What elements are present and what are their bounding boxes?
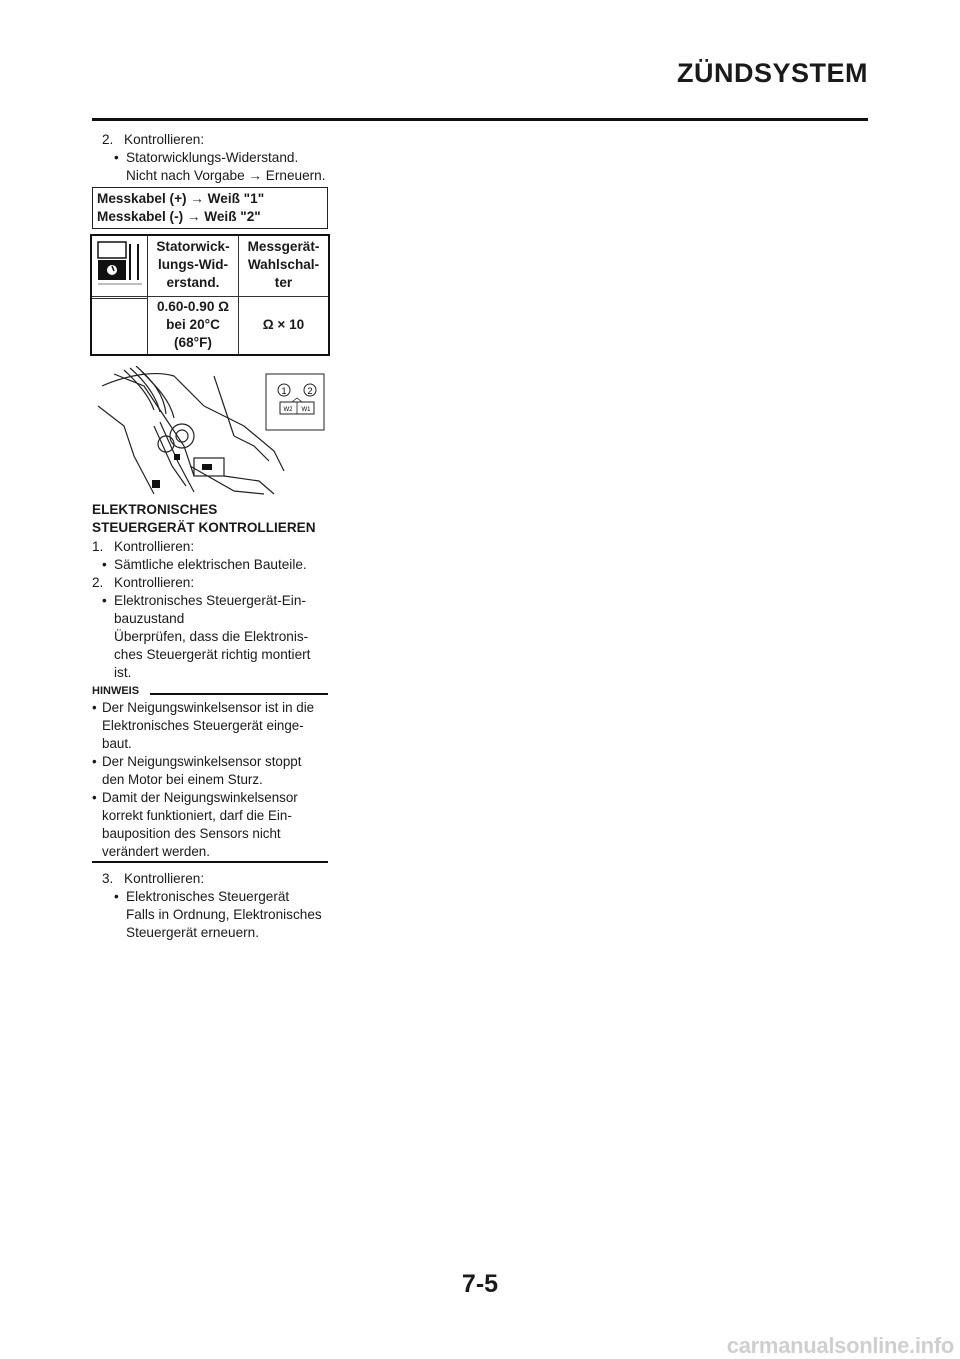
multimeter-icon (96, 240, 144, 294)
connector-label-w1: W1 (301, 407, 311, 413)
header-rule (92, 118, 868, 121)
spec-value-resistance: 0.60-0.90 Ω bei 20°C (68°F) (156, 299, 230, 350)
page-title: ZÜNDSYSTEM (676, 58, 868, 88)
step-3-heading: 3. Kontrollieren: (102, 871, 205, 886)
step-2-action: Nicht nach Vorgabe → Erneuern. (126, 168, 326, 183)
hinweis-list: • Der Neigungswinkelsensor ist in die Elektronisches Steuergerät einge- baut. • Der Neigungswinkelsensor stoppt den Motor bei einem Sturz. • Damit der Neigungswinkelsensor korrekt funktioniert, darf die Ein- bauposition des Sensors nicht verändert werden. (92, 699, 330, 861)
step-2-heading: 2. Kontrollieren: (102, 132, 205, 147)
section-steps: 1. Kontrollieren: • Sämtliche elektrischen Bauteile. 2. Kontrollieren: • Elektronisches Steuergerät-Ein- bauzustand Überprüfen, dass die Elektronis- ches Steuergerät richtig montiert ist. (92, 538, 330, 682)
spec-value-selector: Ω × 10 (262, 317, 305, 332)
sec-step-2-heading: 2. Kontrollieren: (92, 575, 195, 590)
section-heading: ELEKTRONISCHES STEUERGERÄT KONTROLLIEREN (92, 502, 316, 535)
step-2-block (92, 131, 330, 185)
lead-negative: Messkabel (-) → Weiß "2" (97, 209, 261, 224)
step-2-bullet: • Statorwicklungs-Widerstand. (114, 150, 299, 165)
lead-positive: Messkabel (+) → Weiß "1" (97, 191, 265, 206)
sec-step-2-bullet: • Elektronisches Steuergerät-Ein- (102, 593, 306, 608)
hinweis-label: HINWEIS (92, 685, 140, 697)
hinweis-rule (150, 693, 328, 695)
page-number: 7-5 (461, 1270, 499, 1298)
stator-connector-illustration (94, 366, 330, 496)
sec-step-1-heading: 1. Kontrollieren: (92, 539, 195, 554)
connector-label-w2: W2 (283, 407, 293, 413)
hinweis-item: • Der Neigungswinkelsensor stoppt (92, 754, 302, 769)
hinweis-end-rule (92, 861, 328, 863)
spec-header-selector: Messgerät- Wahlschal- ter (247, 239, 320, 290)
footer-watermark: carmanualsonline.info (726, 1333, 954, 1358)
hinweis-item: • Der Neigungswinkelsensor ist in die (92, 700, 315, 715)
callout-2: 2 (307, 386, 313, 396)
hinweis-item: • Damit der Neigungswinkelsensor (92, 790, 298, 805)
spec-table (90, 234, 330, 356)
step-3-bullet: • Elektronisches Steuergerät (114, 889, 290, 904)
callout-1: 1 (281, 386, 287, 396)
step-3-block: 3. Kontrollieren: • Elektronisches Steuergerät Falls in Ordnung, Elektronisches Steuergerät erneuern. (92, 870, 330, 942)
sec-step-1-bullet: • Sämtliche elektrischen Bauteile. (102, 557, 307, 572)
spec-header-resistance: Statorwick- lungs-Wid- erstand. (156, 239, 230, 290)
measurement-leads-box (92, 187, 328, 229)
